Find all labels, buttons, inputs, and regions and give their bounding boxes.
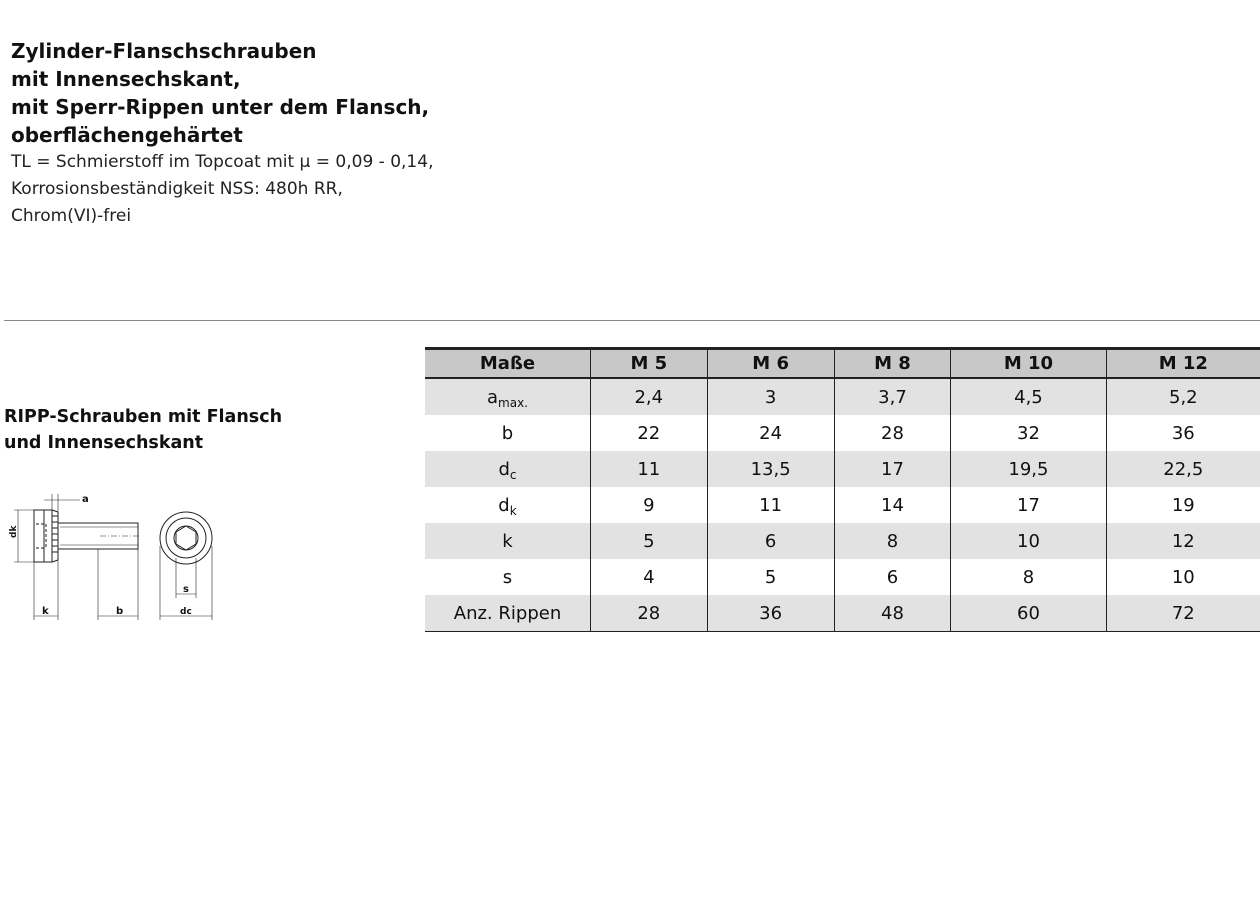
table-cell: 5 xyxy=(591,523,708,559)
table-cell: 24 xyxy=(707,415,834,451)
table-cell: 36 xyxy=(707,595,834,632)
table-cell: 12 xyxy=(1106,523,1260,559)
table-cell: 17 xyxy=(951,487,1106,523)
screw-head-outline xyxy=(34,510,52,562)
title-line: mit Innensechskant, xyxy=(11,67,241,91)
table-cell: 10 xyxy=(951,523,1106,559)
description-line: TL = Schmierstoff im Topcoat mit μ = 0,09 - 0,14, xyxy=(11,152,434,172)
title-line: oberflächengehärtet xyxy=(11,123,243,147)
table-cell: 10 xyxy=(1106,559,1260,595)
title-line: Zylinder-Flanschschrauben xyxy=(11,39,317,63)
table-cell: 22 xyxy=(591,415,708,451)
row-label: Anz. Rippen xyxy=(425,595,591,632)
column-header: Maße xyxy=(425,349,591,379)
table-header-row xyxy=(425,349,1260,379)
table-cell: 11 xyxy=(591,451,708,487)
label-k: k xyxy=(42,606,49,617)
table-row xyxy=(425,415,1260,451)
label-dc: dc xyxy=(180,607,192,617)
table-row xyxy=(425,487,1260,523)
table-cell: 3 xyxy=(707,378,834,415)
row-label: s xyxy=(502,566,513,588)
column-header: M 5 xyxy=(591,349,708,379)
table-cell: 3,7 xyxy=(834,378,951,415)
table-cell: 19,5 xyxy=(951,451,1106,487)
table-cell: 28 xyxy=(834,415,951,451)
column-header: M 6 xyxy=(707,349,834,379)
table-row xyxy=(425,451,1260,487)
table-cell: 13,5 xyxy=(707,451,834,487)
table-cell: 32 xyxy=(951,415,1106,451)
row-label: $a_{max.}$ xyxy=(425,378,591,415)
product-label-line: RIPP-Schrauben mit Flansch xyxy=(4,407,283,427)
row-label: $d_k$ xyxy=(498,494,517,518)
table-cell: 36 xyxy=(1106,415,1260,451)
product-header xyxy=(11,37,571,230)
row-label: k xyxy=(425,523,591,559)
column-header: M 12 xyxy=(1106,349,1260,379)
column-header: M 8 xyxy=(834,349,951,379)
row-label: b xyxy=(501,422,514,444)
table-cell: 17 xyxy=(834,451,951,487)
product-label-line: und Innensechskant xyxy=(4,433,204,453)
table-cell: 5,2 xyxy=(1106,378,1260,415)
table-cell: 28 xyxy=(591,595,708,632)
table-cell: 19 xyxy=(1106,487,1260,523)
column-header: M 10 xyxy=(951,349,1106,379)
description-line: Chrom(VI)-frei xyxy=(11,206,132,226)
label-b: b xyxy=(116,606,124,617)
label-dk: dk xyxy=(9,525,19,538)
end-view-outer xyxy=(160,512,212,564)
page-title xyxy=(11,37,571,149)
table-cell: 14 xyxy=(834,487,951,523)
table-cell: 8 xyxy=(834,523,951,559)
table-cell: 9 xyxy=(591,487,708,523)
table-cell: 8 xyxy=(951,559,1106,595)
table-cell: 48 xyxy=(834,595,951,632)
table-cell: 6 xyxy=(707,523,834,559)
product-label xyxy=(4,404,304,456)
table-cell: 2,4 xyxy=(591,378,708,415)
table-cell: 4,5 xyxy=(951,378,1106,415)
table-row xyxy=(425,595,1260,632)
technical-drawing xyxy=(0,486,230,626)
table-cell: 22,5 xyxy=(1106,451,1260,487)
product-description xyxy=(11,149,571,230)
table-cell: 4 xyxy=(591,559,708,595)
table-cell: 5 xyxy=(707,559,834,595)
section-divider xyxy=(4,320,1260,321)
table-row xyxy=(425,378,1260,415)
dimensions-table xyxy=(425,347,1260,632)
table-row xyxy=(425,559,1260,595)
table-cell: 60 xyxy=(951,595,1106,632)
label-s: s xyxy=(183,584,189,595)
table-cell: 6 xyxy=(834,559,951,595)
hex-socket-shape xyxy=(176,526,196,550)
table-cell: 72 xyxy=(1106,595,1260,632)
table-cell: 11 xyxy=(707,487,834,523)
table-row xyxy=(425,523,1260,559)
title-line: mit Sperr-Rippen unter dem Flansch, xyxy=(11,95,430,119)
description-line: Korrosionsbeständigkeit NSS: 480h RR, xyxy=(11,179,343,199)
label-a: a xyxy=(82,494,89,505)
row-label: $d_c$ xyxy=(425,451,591,487)
